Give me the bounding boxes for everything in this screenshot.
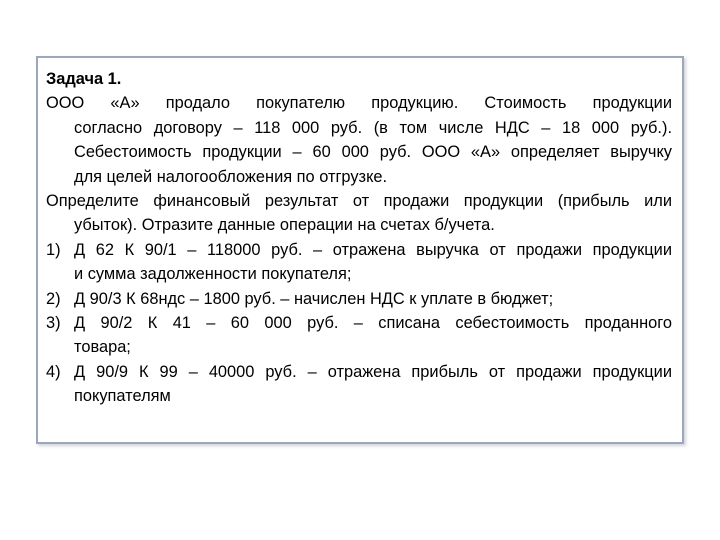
entry-4-continuation: покупателям	[74, 387, 171, 406]
task-box	[36, 56, 684, 444]
condition-line-2: согласно договору – 118 000 руб. (в том числе НДС – 18 000 руб.).	[74, 118, 672, 137]
condition-line-3: Себестоимость продукции – 60 000 руб. ООО «А» определяет выручку	[74, 143, 672, 162]
entry-1	[46, 238, 672, 262]
question-line-2: убыток). Отразите данные операции на счетах б/учета.	[74, 216, 495, 235]
entry-number: 1)	[46, 240, 61, 259]
entry-3-continuation: товара;	[74, 338, 131, 357]
entry-text: Д 90/2 К 41 – 60 000 руб. – списана себестоимость проданного	[74, 314, 672, 333]
condition-line-1: ООО «А» продало покупателю продукцию. Стоимость продукции	[46, 94, 672, 113]
entry-2	[46, 287, 672, 311]
entry-1-continuation: и сумма задолженности покупателя;	[74, 265, 352, 284]
entry-number: 4)	[46, 362, 61, 381]
task-title: Задача 1.	[46, 70, 122, 88]
entry-4	[46, 360, 672, 384]
question-line-1: Определите финансовый результат от продажи продукции (прибыль или	[46, 192, 672, 211]
entry-number: 3)	[46, 314, 61, 333]
entry-3	[46, 311, 672, 335]
entry-text: Д 90/3 К 68ндс – 1800 руб. – начислен НДС к уплате в бюджет;	[74, 289, 554, 308]
entry-text: Д 62 К 90/1 – 118000 руб. – отражена выручка от продажи продукции	[74, 240, 672, 259]
entry-text: Д 90/9 К 99 – 40000 руб. – отражена прибыль от продажи продукции	[74, 362, 672, 381]
entry-number: 2)	[46, 289, 61, 308]
condition-line-4: для целей налогообложения по отгрузке.	[74, 167, 388, 186]
